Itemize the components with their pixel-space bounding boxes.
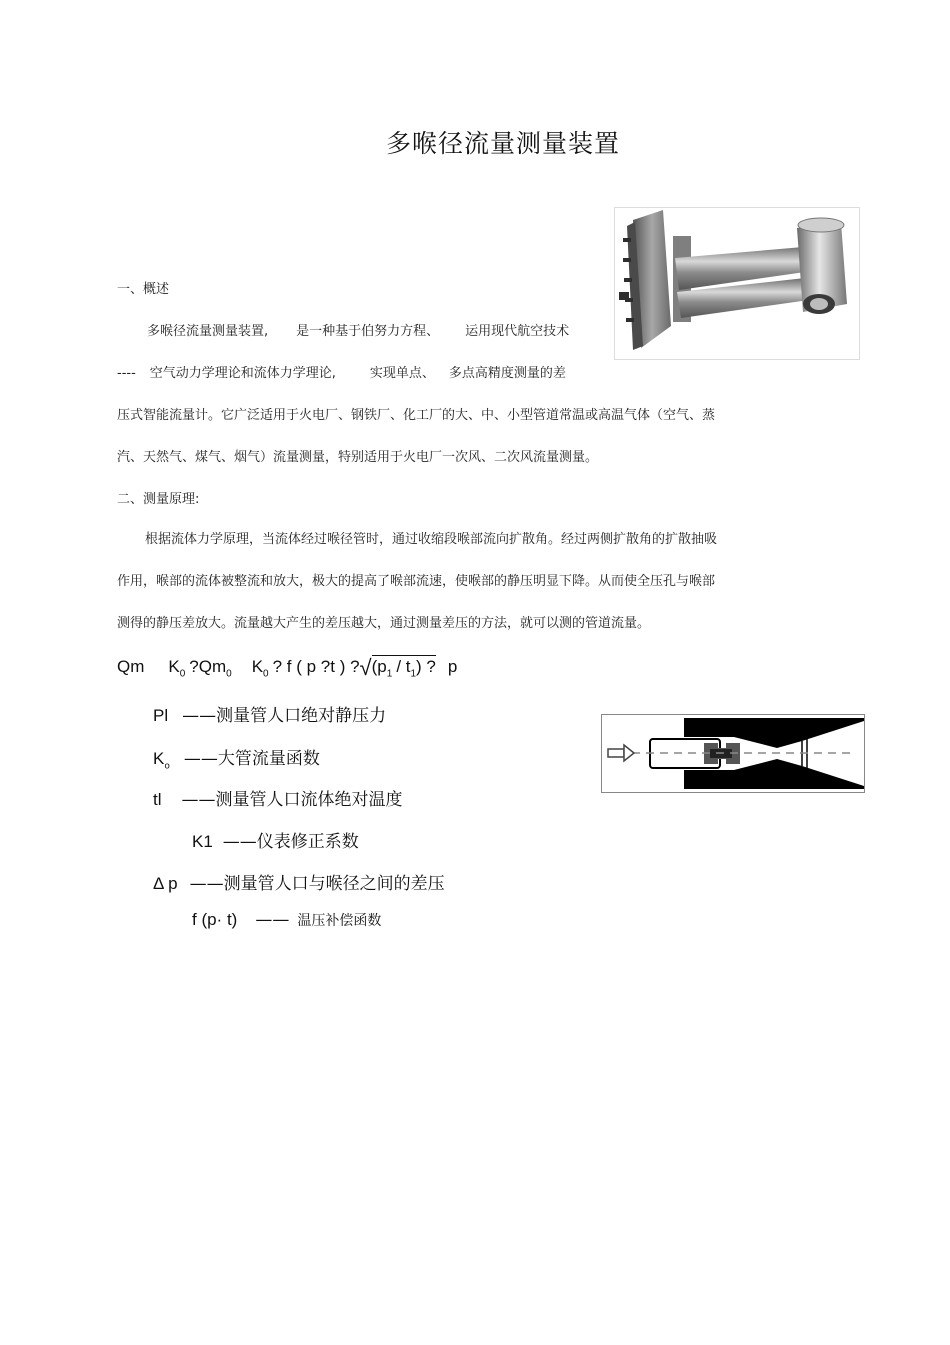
formula-qm: Qm [117, 657, 145, 676]
section-heading-overview: 一、概述 [117, 282, 170, 297]
formula-rad-p1-sub: 1 [386, 668, 393, 680]
formula-compensation: ? f ( p ?t ) ? [272, 657, 360, 676]
overview-line-2 [117, 362, 566, 381]
definition-k1-symbol: K1 [192, 832, 213, 851]
flowmeter-photo [614, 207, 860, 360]
overview-line-2-part-d: 多点高精度测量的差 [448, 366, 566, 381]
definition-fpt [192, 910, 381, 930]
overview-line-1-part-a: 多喉径流量测量装置, [147, 324, 269, 339]
formula-rad-t1: / t [396, 657, 411, 676]
definition-ko [153, 744, 320, 771]
definition-dp-text: 测量管人口与喉径之间的差压 [223, 874, 445, 894]
definition-pl-text: 测量管人口绝对静压力 [216, 706, 387, 726]
formula-qm0: ?Qm [189, 657, 227, 676]
definition-fpt-dash: —— [255, 910, 290, 930]
formula-k0-a-sub: 0 [179, 668, 186, 680]
definition-k1 [192, 827, 359, 852]
formula-dp: p [447, 657, 458, 676]
definition-ko-dash: —— [183, 749, 218, 769]
definition-tl-symbol: tl [153, 790, 162, 809]
overview-line-1 [147, 320, 569, 339]
throat-cross-section-diagram [601, 714, 865, 793]
definition-pl-symbol: Pl [153, 706, 169, 725]
definition-k1-dash: —— [222, 832, 257, 852]
definition-tl-text: 测量管人口流体绝对温度 [215, 790, 403, 810]
principle-line-2: 作用，喉部的流体被整流和放大，极大的提高了喉部流速，使喉部的静压明显下降。从而使全压孔与喉部 [117, 574, 716, 589]
formula-sqrt: $√(p_1 / t_1)$ ? [359, 655, 436, 680]
formula-rad-p1: (p [371, 657, 387, 676]
formula-k0-a: K [168, 657, 180, 676]
definition-ko-text: 大管流量函数 [217, 749, 320, 769]
principle-line-1: 根据流体力学原理，当流体经过喉径管时，通过收缩段喉部流向扩散角。经过两侧扩散角的扩散抽吸 [145, 532, 718, 547]
formula-k0-b-sub: 0 [263, 668, 269, 680]
definition-k1-text: 仪表修正系数 [256, 832, 359, 852]
formula-rad-close: ) ? [416, 657, 436, 676]
overview-line-2-part-b: 空气动力学理论和流体力学理论, [149, 366, 336, 381]
overview-line-2-part-c: 实现单点、 [369, 366, 435, 381]
definition-pl-dash: —— [182, 706, 217, 726]
definition-fpt-symbol: f (p· t) [192, 910, 238, 929]
overview-line-1-part-c: 运用现代航空技术 [465, 324, 570, 339]
definition-ko-symbol-sub: o [164, 761, 170, 772]
formula-rad-t1-sub: 1 [410, 668, 417, 680]
flow-formula [117, 655, 457, 681]
definition-pl [153, 701, 386, 726]
page-title: 多喉径流量测量装置 [386, 129, 621, 158]
overview-line-3: 压式智能流量计。它广泛适用于火电厂、钢铁厂、化工厂的大、中、小型管道常温或高温气体（空气、蒸 [117, 408, 716, 423]
definition-dp-dash: —— [189, 874, 224, 894]
definition-ko-symbol: K [153, 749, 165, 768]
definition-dp [153, 869, 445, 894]
definition-fpt-text: 温压补偿函数 [297, 913, 382, 929]
flow-direction-arrow-icon [608, 745, 634, 761]
formula-k0-b: K [251, 657, 264, 676]
formula-qm0-sub: 0 [226, 668, 232, 680]
overview-line-2-part-a: ---- [117, 366, 136, 381]
overview-line-4: 汽、天然气、煤气、烟气）流量测量，特别适用于火电厂一次风、二次风流量测量。 [117, 450, 599, 465]
overview-line-1-part-b: 是一种基于伯努力方程、 [296, 324, 440, 339]
definition-tl [153, 785, 403, 810]
definition-tl-dash: —— [181, 790, 216, 810]
definition-dp-symbol: Δ p [153, 874, 178, 893]
principle-line-3: 测得的静压差放大。流量越大产生的差压越大，通过测量差压的方法，就可以测的管道流量。 [117, 616, 651, 631]
section-heading-principle: 二、测量原理: [117, 492, 200, 507]
